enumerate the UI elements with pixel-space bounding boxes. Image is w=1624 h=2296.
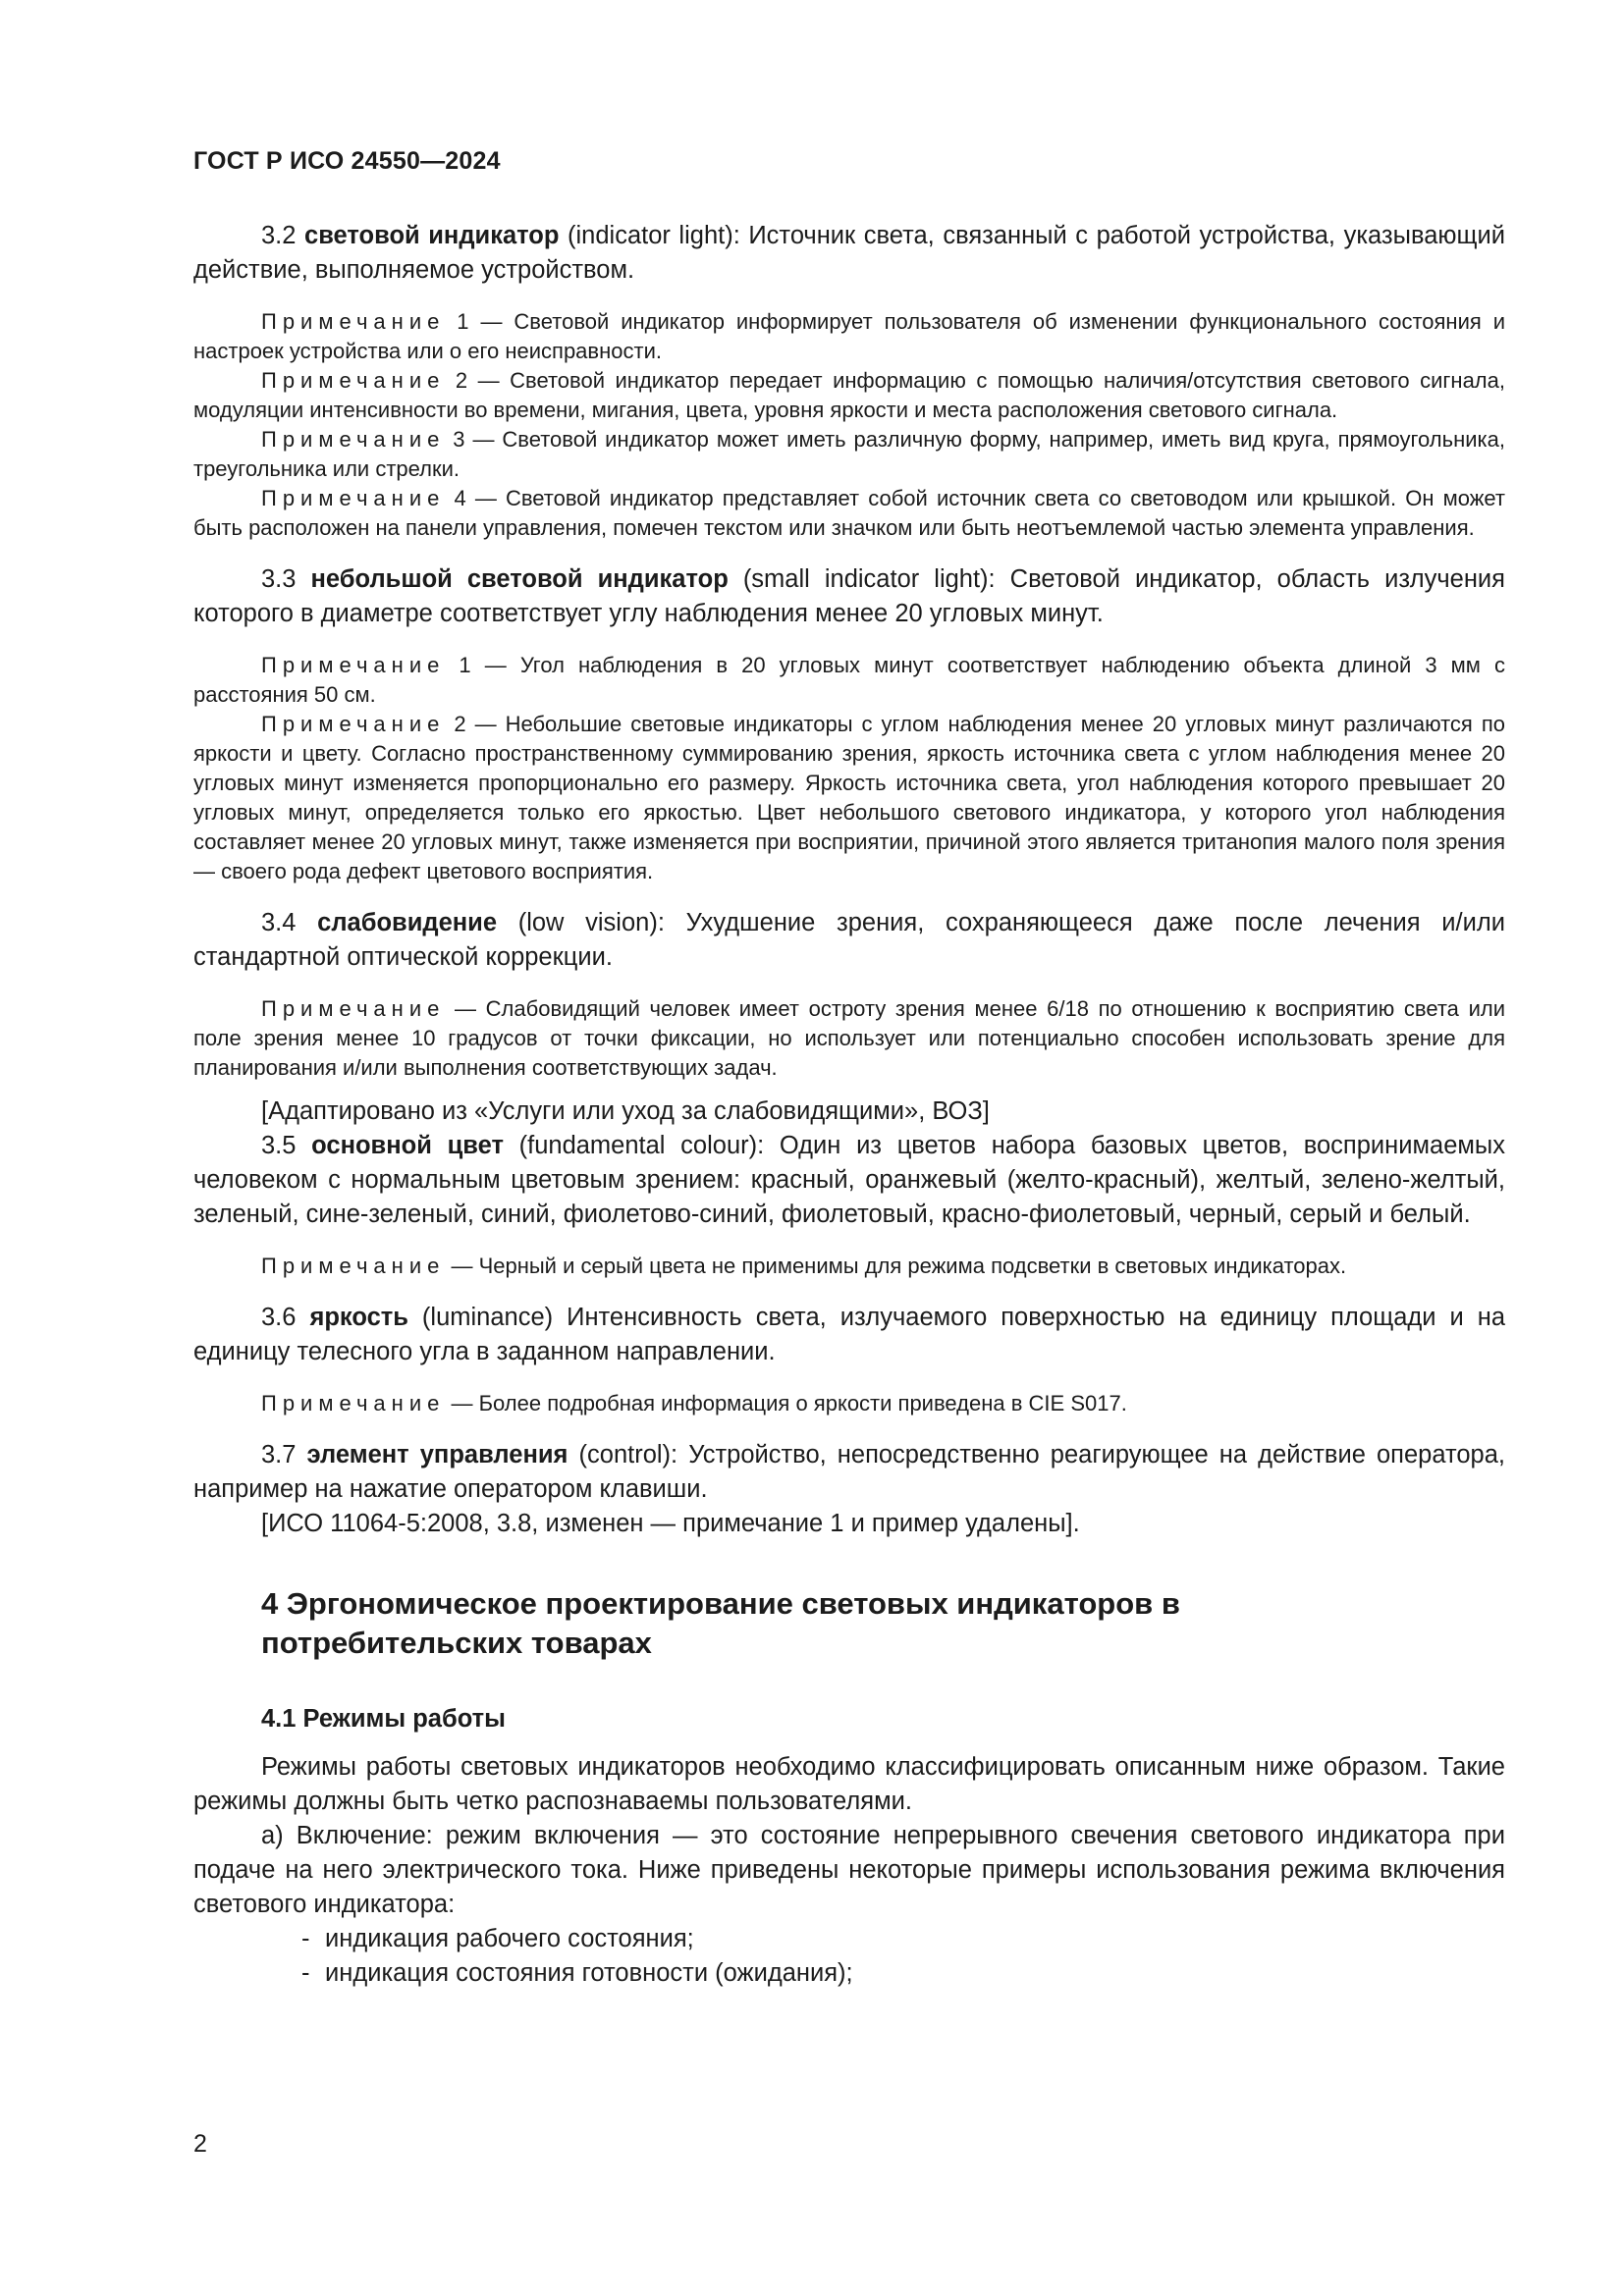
term-english: (indicator light): [559,222,749,249]
term-number: 3.5 [261,1132,297,1159]
note-number: 2 — [445,368,511,393]
dash-bullet-icon: - [301,1959,310,1987]
term-name: слабовидение [317,909,498,936]
note-number: 2 — [445,712,506,736]
paragraph: Режимы работы световых индикаторов необходимо классифицировать описанным ниже образом. Такие режимы должны быть четко распознаваемы пользователями. [193,1753,1505,1815]
term-english: (small indicator light): [728,565,1010,593]
notes-3-6 [193,1389,1505,1418]
term-definition: Устройство, непосредственно реагирующее на действие оператора, например на нажатие оператором клавиши. [193,1441,1505,1503]
note-number: — [445,996,486,1021]
term-definition: Ухудшение зрения, сохраняющееся даже после лечения и/или стандартной оптической коррекции. [193,909,1505,971]
notes-3-4 [193,994,1505,1083]
note [193,710,1505,886]
note [193,484,1505,543]
note [193,1252,1505,1281]
notes-3-3 [193,651,1505,886]
term-3-3 [193,562,1505,631]
term-name: основной цвет [311,1132,504,1159]
note-number: 1 — [445,653,520,677]
note-label: Примечание [261,427,446,452]
term-number: 3.3 [261,565,297,593]
note [193,307,1505,366]
term-number: 3.4 [261,909,297,936]
term-3-6 [193,1301,1505,1369]
note-label: Примечание [261,653,446,677]
note-text: Более подробная информация о яркости приведена в CIE S017. [478,1391,1127,1415]
page-content [193,219,1505,1991]
term-3-2 [193,219,1505,288]
notes-3-2 [193,307,1505,543]
term-name: световой индикатор [304,222,560,249]
note-text: Световой индикатор может иметь различную форму, например, иметь вид круга, прямоугольника, треугольника или стрелки. [193,427,1505,481]
term-3-5 [193,1129,1505,1232]
note-label: Примечание [261,309,446,334]
document-header: ГОСТ Р ИСО 24550—2024 [193,147,501,175]
list-item [193,1922,1505,1956]
term-3-4 [193,906,1505,975]
term-definition: Световой индикатор, область излучения которого в диаметре соответствует углу наблюдения менее 20 угловых минут. [193,565,1505,627]
term-definition: Источник света, связанный с работой устройства, указывающий действие, выполняемое устройством. [193,222,1505,284]
note-text: Световой индикатор представляет собой источник света со световодом или крышкой. Он может быть расположен на панели управления, помечен текстом или значком или быть неотъемлемой частью элемента управления. [193,486,1506,540]
list-item [193,1956,1505,1991]
note-label: Примечание [261,712,446,736]
note [193,1389,1505,1418]
note-label: Примечание [261,1391,446,1415]
subsection-title: 4.1 Режимы работы [261,1705,506,1733]
page-number: 2 [193,2130,207,2158]
note-text: Слабовидящий человек имеет остроту зрения менее 6/18 по отношению к восприятию света или поле зрения менее 10 градусов от точки фиксации, но использует или потенциально способен использовать зрение для планирования и/или выполнения соответствующих задач. [193,996,1505,1080]
term-number: 3.2 [261,222,297,249]
note-text: Черный и серый цвета не применимы для режима подсветки в световых индикаторах. [478,1254,1347,1278]
term-3-7 [193,1438,1505,1507]
term-definition: Интенсивность света, излучаемого поверхностью на единицу площади и на единицу телесного угла в заданном направлении. [193,1304,1506,1365]
term-english: (luminance) [407,1304,568,1331]
note-number: — [445,1391,479,1415]
note-text: Небольшие световые индикаторы с углом наблюдения менее 20 угловых минут различаются по яркости и цвету. Согласно пространственному суммированию зрения, яркость источника света с углом наблюдения менее 20 угловых минут изменяется пропорционально его размеру. Яркость источника света, угол наблюдения которого превышает 20 угловых минут, определяется только его яркостью. Цвет небольшого светового индикатора, у которого угол наблюдения составляет менее 20 угловых минут, также изменяется при восприятии, причиной этого является тританопия малого поля зрения — своего рода дефект цветового восприятия. [193,712,1505,883]
notes-3-5 [193,1252,1505,1281]
note-text: Световой индикатор информирует пользователя об изменении функционального состояния и настроек устройства или о его неисправности. [193,309,1505,363]
dash-bullet-icon: - [301,1925,310,1952]
note-label: Примечание [261,996,446,1021]
term-name: небольшой световой индикатор [310,565,729,593]
term-name: элемент управления [306,1441,568,1468]
note-text: Световой индикатор передает информацию с помощью наличия/отсутствия светового сигнала, модуляции интенсивности во времени, мигания, цвета, уровня яркости и места расположения светового сигнала. [193,368,1505,422]
note-number: 1 — [445,309,514,334]
note-number: — [445,1254,479,1278]
paragraph: a) Включение: режим включения — это состояние непрерывного свечения светового индикатора при подаче на него электрического тока. Ниже приведены некоторые примеры использования режима включения светового индикатора: [193,1822,1505,1918]
term-english: (low vision): [497,909,686,936]
note [193,366,1505,425]
list-item-text: индикация рабочего состояния; [325,1925,694,1952]
note-number: 4 — [445,486,506,510]
source-reference: [Адаптировано из «Услуги или уход за слабовидящими», ВОЗ] [261,1097,990,1125]
term-english: (control): [568,1441,689,1468]
examples-list [193,1922,1505,1991]
note [193,651,1505,710]
term-number: 3.6 [261,1304,297,1331]
term-name: яркость [309,1304,408,1331]
term-english: (fundamental colour): [503,1132,780,1159]
note-label: Примечание [261,368,446,393]
note-text: Угол наблюдения в 20 угловых минут соответствует наблюдению объекта длиной 3 мм с расстояния 50 см. [193,653,1505,707]
note-number: 3 — [445,427,503,452]
term-number: 3.7 [261,1441,297,1468]
section-title: 4 Эргономическое проектирование световых индикаторов в потребительских товарах [261,1586,1180,1660]
note [193,994,1505,1083]
list-item-text: индикация состояния готовности (ожидания); [325,1959,853,1987]
note [193,425,1505,484]
source-reference: [ИСО 11064-5:2008, 3.8, изменен — примечание 1 и пример удалены]. [261,1510,1080,1537]
note-label: Примечание [261,486,446,510]
note-label: Примечание [261,1254,446,1278]
term-definition: Один из цветов набора базовых цветов, воспринимаемых человеком с нормальным цветовым зрением: красный, оранжевый (желто-красный), желтый, зелено-желтый, зеленый, сине-зеленый, синий, фиолетово-синий, фиолетовый, красно-фиолетовый, черный, серый и белый. [193,1132,1505,1228]
